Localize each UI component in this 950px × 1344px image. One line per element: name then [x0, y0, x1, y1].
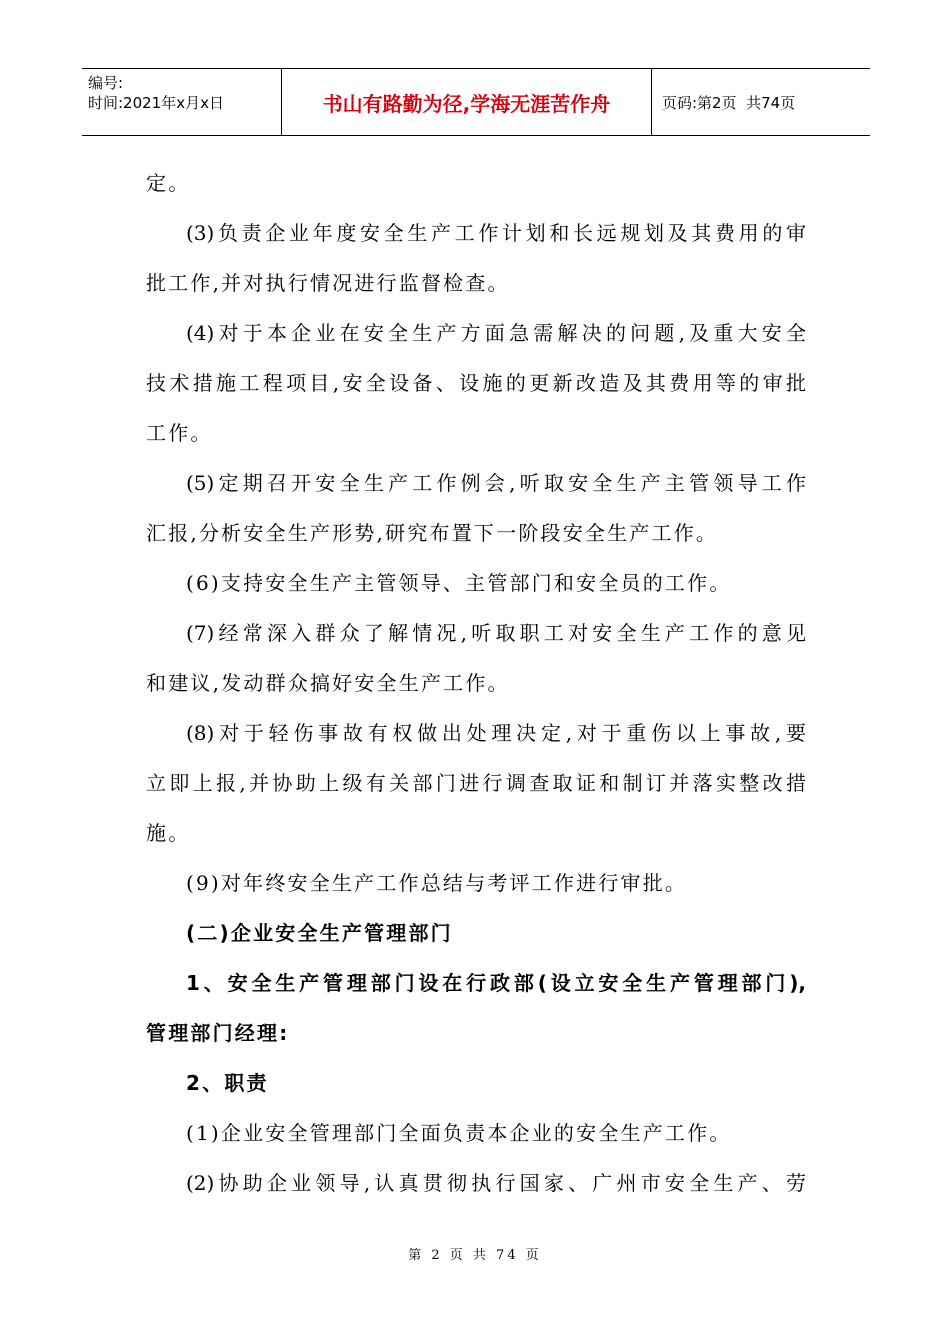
section-heading: 2、职责: [186, 1071, 269, 1095]
header-page-info: [652, 69, 870, 135]
paragraph-line: (4)对于本企业在安全生产方面急需解决的问题,及重大安全: [186, 321, 806, 345]
paragraph-line: (3)负责企业年度安全生产工作计划和长远规划及其费用的审: [186, 221, 806, 245]
section-heading: 1、安全生产管理部门设在行政部(设立安全生产管理部门),: [186, 971, 806, 995]
paragraph-line: (8)对于轻伤事故有权做出处理决定,对于重伤以上事故,要: [186, 721, 806, 745]
paragraph-line: 和建议,发动群众搞好安全生产工作。: [146, 671, 510, 695]
header-page-info-text: 页码:第2页 共74页: [662, 93, 796, 112]
document-body: [146, 158, 806, 1208]
paragraph-line: 技术措施工程项目,安全设备、设施的更新改造及其费用等的审批: [146, 371, 806, 395]
page-footer: 第 2 页 共 74 页: [408, 1248, 542, 1263]
paragraph-line: 批工作,并对执行情况进行监督检查。: [146, 271, 510, 295]
section-heading: 管理部门经理:: [146, 1021, 290, 1045]
paragraph-line: 立即上报,并协助上级有关部门进行调查取证和制订并落实整改措: [146, 771, 806, 795]
document-number-label: 编号:: [88, 74, 124, 92]
paragraph-line: (6)支持安全生产主管领导、主管部门和安全员的工作。: [186, 571, 732, 595]
paragraph-line: 施。: [146, 821, 191, 845]
header-motto: 书山有路勤为径,学海无涯苦作舟: [282, 69, 652, 135]
paragraph-line: 定。: [146, 171, 191, 195]
header-meta: [82, 69, 282, 135]
paragraph-line: (2)协助企业领导,认真贯彻执行国家、广州市安全生产、劳: [186, 1171, 806, 1195]
document-header: [82, 68, 870, 136]
paragraph-line: (9)对年终安全生产工作总结与考评工作进行审批。: [186, 871, 688, 895]
paragraph-line: (7)经常深入群众了解情况,听取职工对安全生产工作的意见: [186, 621, 806, 645]
document-time-label: 时间:2021年x月x日: [88, 94, 224, 112]
paragraph-line: 汇报,分析安全生产形势,研究布置下一阶段安全生产工作。: [146, 521, 719, 545]
paragraph-line: (1)企业安全管理部门全面负责本企业的安全生产工作。: [186, 1121, 732, 1145]
paragraph-line: (5)定期召开安全生产工作例会,听取安全生产主管领导工作: [186, 471, 806, 495]
section-heading: (二)企业安全生产管理部门: [186, 921, 453, 945]
paragraph-line: 工作。: [146, 421, 213, 445]
